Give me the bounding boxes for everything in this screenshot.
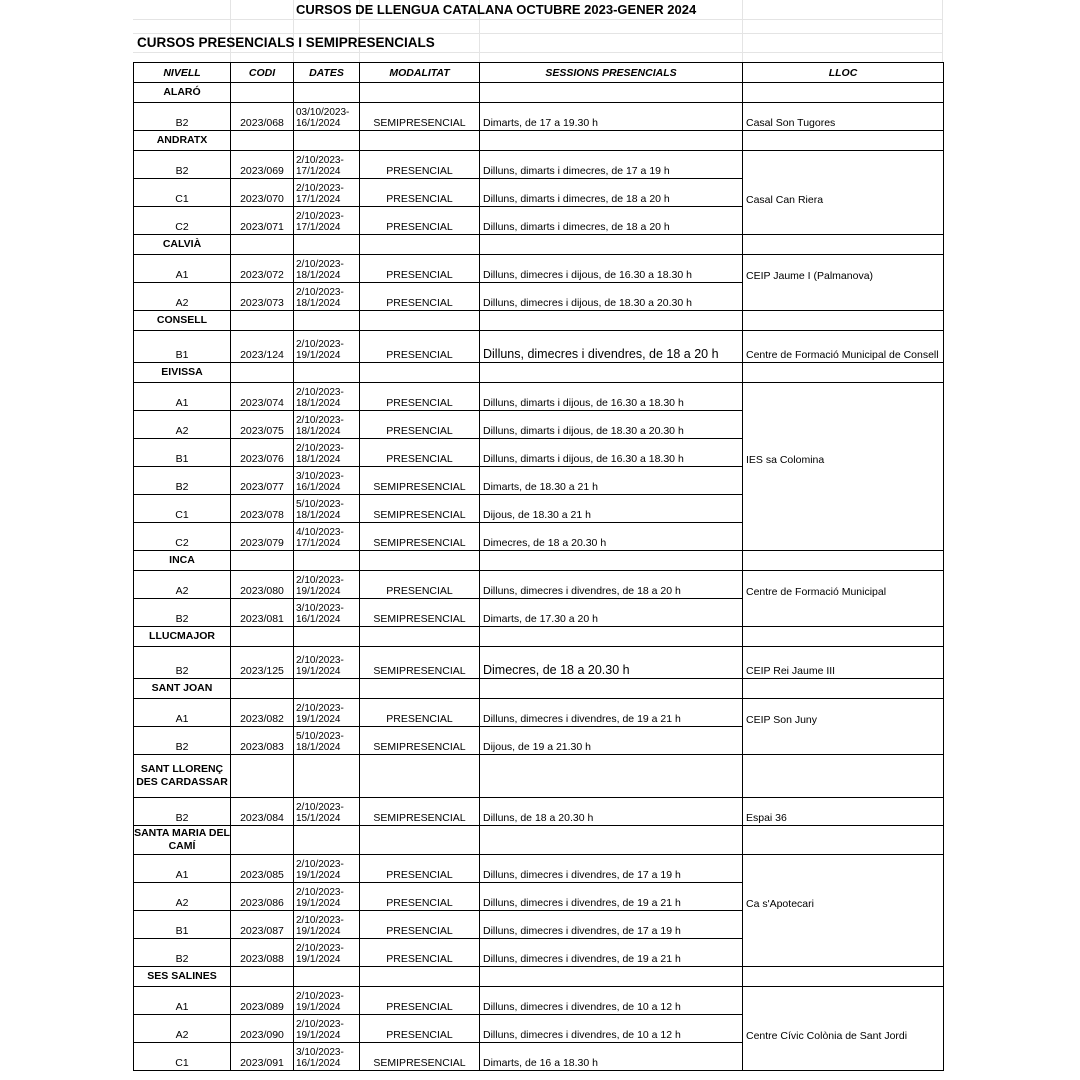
empty-cell (480, 551, 743, 571)
course-level: B1 (134, 911, 231, 939)
course-row (134, 179, 944, 207)
course-dates: 03/10/2023-16/1/2024 (294, 103, 360, 131)
course-modality: PRESENCIAL (360, 883, 480, 911)
empty-cell (743, 235, 944, 255)
course-sessions: Dilluns, dimecres i divendres, de 19 a 21 h (480, 939, 743, 967)
course-modality: PRESENCIAL (360, 283, 480, 311)
course-level: B1 (134, 331, 231, 363)
empty-cell (743, 551, 944, 571)
place-row (134, 967, 944, 987)
course-row (134, 727, 944, 755)
course-code: 2023/085 (231, 855, 294, 883)
course-sessions: Dilluns, dimarts i dijous, de 16.30 a 18.30 h (480, 383, 743, 411)
empty-cell (294, 679, 360, 699)
section-subtitle: CURSOS PRESENCIALS I SEMIPRESENCIALS (137, 35, 435, 50)
course-code: 2023/083 (231, 727, 294, 755)
course-dates: 2/10/2023-18/1/2024 (294, 439, 360, 467)
empty-cell (743, 363, 944, 383)
course-location (743, 383, 944, 411)
course-level: A1 (134, 855, 231, 883)
course-code: 2023/073 (231, 283, 294, 311)
course-code: 2023/078 (231, 495, 294, 523)
course-modality: PRESENCIAL (360, 179, 480, 207)
course-code: 2023/070 (231, 179, 294, 207)
course-code: 2023/072 (231, 255, 294, 283)
empty-cell (743, 131, 944, 151)
course-sessions: Dilluns, dimecres i divendres, de 19 a 21 h (480, 699, 743, 727)
course-level: A2 (134, 883, 231, 911)
course-row (134, 523, 944, 551)
empty-cell (360, 235, 480, 255)
empty-cell (231, 967, 294, 987)
course-code: 2023/080 (231, 571, 294, 599)
course-modality: SEMIPRESENCIAL (360, 647, 480, 679)
course-modality: PRESENCIAL (360, 151, 480, 179)
course-code: 2023/081 (231, 599, 294, 627)
place-row (134, 627, 944, 647)
course-modality: PRESENCIAL (360, 411, 480, 439)
course-sessions: Dilluns, dimecres i divendres, de 18 a 20 h (480, 571, 743, 599)
course-level: A1 (134, 255, 231, 283)
course-row (134, 103, 944, 131)
course-dates: 2/10/2023-19/1/2024 (294, 987, 360, 1015)
course-location (743, 1043, 944, 1071)
course-row (134, 151, 944, 179)
empty-cell (480, 826, 743, 855)
course-row (134, 331, 944, 363)
course-modality: SEMIPRESENCIAL (360, 798, 480, 826)
empty-cell (294, 826, 360, 855)
course-modality: SEMIPRESENCIAL (360, 1043, 480, 1071)
courses-table-body (134, 83, 944, 1071)
empty-cell (294, 551, 360, 571)
course-level: A2 (134, 283, 231, 311)
course-row (134, 599, 944, 627)
course-level: B2 (134, 939, 231, 967)
course-row (134, 911, 944, 939)
course-sessions: Dilluns, dimarts i dimecres, de 17 a 19 h (480, 151, 743, 179)
header-modalitat: MODALITAT (360, 63, 480, 83)
empty-cell (743, 755, 944, 798)
course-modality: SEMIPRESENCIAL (360, 727, 480, 755)
empty-cell (743, 83, 944, 103)
course-sessions: Dijous, de 18.30 a 21 h (480, 495, 743, 523)
course-row (134, 883, 944, 911)
course-sessions: Dilluns, dimecres i divendres, de 10 a 12 h (480, 987, 743, 1015)
course-location (743, 911, 944, 939)
course-sessions: Dilluns, dimecres i divendres, de 17 a 19 h (480, 911, 743, 939)
course-code: 2023/068 (231, 103, 294, 131)
course-location: CEIP Son Juny (743, 699, 944, 727)
course-dates: 2/10/2023-19/1/2024 (294, 647, 360, 679)
empty-cell (360, 131, 480, 151)
course-location: Espai 36 (743, 798, 944, 826)
course-sessions: Dilluns, dimarts i dijous, de 18.30 a 20.30 h (480, 411, 743, 439)
document-title: CURSOS DE LLENGUA CATALANA OCTUBRE 2023-GENER 2024 (296, 2, 697, 17)
course-level: B1 (134, 439, 231, 467)
course-level: C1 (134, 179, 231, 207)
empty-cell (360, 83, 480, 103)
empty-cell (294, 363, 360, 383)
course-row (134, 939, 944, 967)
course-sessions: Dilluns, dimecres i divendres, de 19 a 21 h (480, 883, 743, 911)
header-nivell: NIVELL (134, 63, 231, 83)
course-modality: PRESENCIAL (360, 439, 480, 467)
empty-cell (743, 679, 944, 699)
place-row (134, 311, 944, 331)
course-location (743, 855, 944, 883)
course-location (743, 727, 944, 755)
course-level: A2 (134, 571, 231, 599)
course-dates: 3/10/2023-16/1/2024 (294, 599, 360, 627)
course-sessions: Dilluns, dimecres i dijous, de 18.30 a 20.30 h (480, 283, 743, 311)
course-location: Centre de Formació Municipal de Consell (743, 331, 944, 363)
course-sessions: Dimarts, de 17.30 a 20 h (480, 599, 743, 627)
empty-cell (360, 967, 480, 987)
empty-cell (360, 826, 480, 855)
empty-cell (294, 131, 360, 151)
empty-cell (231, 235, 294, 255)
course-row (134, 647, 944, 679)
empty-cell (743, 627, 944, 647)
place-name: ALARÓ (134, 83, 231, 103)
empty-cell (231, 311, 294, 331)
empty-cell (480, 967, 743, 987)
empty-cell (743, 967, 944, 987)
document-title-row (133, 0, 943, 20)
course-row (134, 255, 944, 283)
empty-cell (294, 755, 360, 798)
course-row (134, 571, 944, 599)
place-row (134, 551, 944, 571)
course-dates: 2/10/2023-19/1/2024 (294, 883, 360, 911)
course-location (743, 207, 944, 235)
course-level: B2 (134, 467, 231, 495)
empty-cell (231, 755, 294, 798)
course-dates: 2/10/2023-19/1/2024 (294, 1015, 360, 1043)
course-location: CEIP Jaume I (Palmanova) (743, 255, 944, 283)
course-sessions: Dilluns, dimarts i dimecres, de 18 a 20 h (480, 207, 743, 235)
course-modality: PRESENCIAL (360, 939, 480, 967)
course-code: 2023/076 (231, 439, 294, 467)
course-sessions: Dimarts, de 18.30 a 21 h (480, 467, 743, 495)
course-code: 2023/082 (231, 699, 294, 727)
place-row (134, 826, 944, 855)
course-modality: PRESENCIAL (360, 911, 480, 939)
course-code: 2023/091 (231, 1043, 294, 1071)
course-location (743, 151, 944, 179)
course-code: 2023/088 (231, 939, 294, 967)
course-sessions: Dilluns, dimarts i dijous, de 16.30 a 18.30 h (480, 439, 743, 467)
place-row (134, 363, 944, 383)
course-dates: 5/10/2023-18/1/2024 (294, 727, 360, 755)
course-modality: PRESENCIAL (360, 855, 480, 883)
course-level: C1 (134, 495, 231, 523)
table-header-row (134, 63, 944, 83)
empty-cell (480, 83, 743, 103)
course-code: 2023/071 (231, 207, 294, 235)
place-row (134, 83, 944, 103)
course-code: 2023/087 (231, 911, 294, 939)
course-modality: PRESENCIAL (360, 1015, 480, 1043)
empty-cell (360, 311, 480, 331)
course-location: Casal Son Tugores (743, 103, 944, 131)
course-location: IES sa Colomina (743, 439, 944, 467)
course-dates: 4/10/2023-17/1/2024 (294, 523, 360, 551)
course-dates: 2/10/2023-17/1/2024 (294, 207, 360, 235)
course-location (743, 411, 944, 439)
course-sessions: Dilluns, dimecres i divendres, de 17 a 19 h (480, 855, 743, 883)
course-level: C2 (134, 523, 231, 551)
course-dates: 2/10/2023-17/1/2024 (294, 151, 360, 179)
course-row (134, 207, 944, 235)
course-code: 2023/077 (231, 467, 294, 495)
empty-cell (743, 826, 944, 855)
empty-cell (480, 131, 743, 151)
course-code: 2023/079 (231, 523, 294, 551)
course-code: 2023/089 (231, 987, 294, 1015)
course-row (134, 383, 944, 411)
course-dates: 2/10/2023-19/1/2024 (294, 939, 360, 967)
empty-cell (231, 826, 294, 855)
course-row (134, 495, 944, 523)
empty-cell (231, 131, 294, 151)
empty-cell (480, 755, 743, 798)
place-name: SANT LLORENÇ DES CARDASSAR (134, 755, 231, 798)
course-sessions: Dimecres, de 18 a 20.30 h (480, 523, 743, 551)
course-row (134, 467, 944, 495)
empty-cell (360, 679, 480, 699)
course-location (743, 495, 944, 523)
header-dates: DATES (294, 63, 360, 83)
course-sessions: Dilluns, dimecres i dijous, de 16.30 a 18.30 h (480, 255, 743, 283)
course-sessions: Dilluns, dimarts i dimecres, de 18 a 20 h (480, 179, 743, 207)
course-dates: 2/10/2023-18/1/2024 (294, 411, 360, 439)
empty-cell (480, 363, 743, 383)
empty-cell (480, 311, 743, 331)
course-level: B2 (134, 647, 231, 679)
course-location (743, 523, 944, 551)
empty-cell (360, 755, 480, 798)
course-sessions: Dilluns, dimecres i divendres, de 10 a 12 h (480, 1015, 743, 1043)
empty-cell (294, 311, 360, 331)
empty-cell (231, 551, 294, 571)
course-code: 2023/075 (231, 411, 294, 439)
place-row (134, 755, 944, 798)
course-modality: SEMIPRESENCIAL (360, 103, 480, 131)
course-level: B2 (134, 103, 231, 131)
course-code: 2023/124 (231, 331, 294, 363)
course-modality: SEMIPRESENCIAL (360, 495, 480, 523)
course-level: B2 (134, 798, 231, 826)
course-modality: PRESENCIAL (360, 383, 480, 411)
empty-cell (231, 627, 294, 647)
course-code: 2023/069 (231, 151, 294, 179)
course-row (134, 411, 944, 439)
place-name: CONSELL (134, 311, 231, 331)
header-lloc: LLOC (743, 63, 944, 83)
place-name: ANDRATX (134, 131, 231, 151)
course-level: C1 (134, 1043, 231, 1071)
empty-cell (231, 679, 294, 699)
course-sessions: Dimecres, de 18 a 20.30 h (480, 647, 743, 679)
course-modality: PRESENCIAL (360, 255, 480, 283)
course-sessions: Dilluns, dimecres i divendres, de 18 a 20 h (480, 331, 743, 363)
course-location: Ca s'Apotecari (743, 883, 944, 911)
course-row (134, 798, 944, 826)
empty-cell (294, 967, 360, 987)
course-level: A1 (134, 383, 231, 411)
course-dates: 2/10/2023-18/1/2024 (294, 383, 360, 411)
header-codi: CODI (231, 63, 294, 83)
empty-cell (480, 235, 743, 255)
empty-cell (360, 363, 480, 383)
course-level: C2 (134, 207, 231, 235)
course-dates: 3/10/2023-16/1/2024 (294, 1043, 360, 1071)
course-modality: PRESENCIAL (360, 331, 480, 363)
course-location: Centre de Formació Municipal (743, 571, 944, 599)
course-level: A2 (134, 411, 231, 439)
empty-cell (231, 363, 294, 383)
course-dates: 2/10/2023-15/1/2024 (294, 798, 360, 826)
course-dates: 2/10/2023-19/1/2024 (294, 855, 360, 883)
course-location (743, 467, 944, 495)
empty-cell (294, 235, 360, 255)
place-name: CALVIÀ (134, 235, 231, 255)
course-code: 2023/084 (231, 798, 294, 826)
course-location (743, 283, 944, 311)
course-row (134, 283, 944, 311)
course-dates: 5/10/2023-18/1/2024 (294, 495, 360, 523)
course-modality: SEMIPRESENCIAL (360, 467, 480, 495)
empty-cell (294, 627, 360, 647)
course-sessions: Dijous, de 19 a 21.30 h (480, 727, 743, 755)
course-level: A1 (134, 699, 231, 727)
course-location (743, 987, 944, 1015)
header-sessions: SESSIONS PRESENCIALS (480, 63, 743, 83)
course-modality: SEMIPRESENCIAL (360, 523, 480, 551)
course-modality: PRESENCIAL (360, 207, 480, 235)
course-level: A2 (134, 1015, 231, 1043)
course-dates: 2/10/2023-19/1/2024 (294, 911, 360, 939)
course-location: Casal Can Riera (743, 179, 944, 207)
course-dates: 2/10/2023-18/1/2024 (294, 255, 360, 283)
course-sessions: Dilluns, de 18 a 20.30 h (480, 798, 743, 826)
course-row (134, 987, 944, 1015)
course-level: A1 (134, 987, 231, 1015)
course-modality: PRESENCIAL (360, 699, 480, 727)
place-row (134, 679, 944, 699)
course-modality: SEMIPRESENCIAL (360, 599, 480, 627)
course-location (743, 939, 944, 967)
course-location: Centre Cívic Colònia de Sant Jordi (743, 1015, 944, 1043)
course-modality: PRESENCIAL (360, 571, 480, 599)
course-row (134, 1015, 944, 1043)
place-name: SANTA MARIA DEL CAMÍ (134, 826, 231, 855)
course-sessions: Dimarts, de 16 a 18.30 h (480, 1043, 743, 1071)
course-dates: 2/10/2023-18/1/2024 (294, 283, 360, 311)
course-dates: 2/10/2023-19/1/2024 (294, 331, 360, 363)
empty-cell (480, 679, 743, 699)
course-code: 2023/125 (231, 647, 294, 679)
course-modality: PRESENCIAL (360, 987, 480, 1015)
empty-cell (294, 83, 360, 103)
course-dates: 3/10/2023-16/1/2024 (294, 467, 360, 495)
course-row (134, 855, 944, 883)
courses-table (133, 62, 944, 1071)
course-dates: 2/10/2023-19/1/2024 (294, 571, 360, 599)
course-dates: 2/10/2023-19/1/2024 (294, 699, 360, 727)
place-row (134, 131, 944, 151)
place-name: SANT JOAN (134, 679, 231, 699)
empty-cell (480, 627, 743, 647)
course-dates: 2/10/2023-17/1/2024 (294, 179, 360, 207)
place-name: EIVISSA (134, 363, 231, 383)
course-row (134, 1043, 944, 1071)
course-sessions: Dimarts, de 17 a 19.30 h (480, 103, 743, 131)
course-code: 2023/086 (231, 883, 294, 911)
place-row (134, 235, 944, 255)
course-level: B2 (134, 727, 231, 755)
place-name: SES SALINES (134, 967, 231, 987)
course-code: 2023/074 (231, 383, 294, 411)
place-name: LLUCMAJOR (134, 627, 231, 647)
empty-cell (360, 551, 480, 571)
empty-cell (743, 311, 944, 331)
empty-cell (231, 83, 294, 103)
course-location (743, 599, 944, 627)
course-level: B2 (134, 151, 231, 179)
course-location: CEIP Rei Jaume III (743, 647, 944, 679)
place-name: INCA (134, 551, 231, 571)
course-code: 2023/090 (231, 1015, 294, 1043)
course-level: B2 (134, 599, 231, 627)
course-row (134, 699, 944, 727)
empty-cell (360, 627, 480, 647)
course-row (134, 439, 944, 467)
